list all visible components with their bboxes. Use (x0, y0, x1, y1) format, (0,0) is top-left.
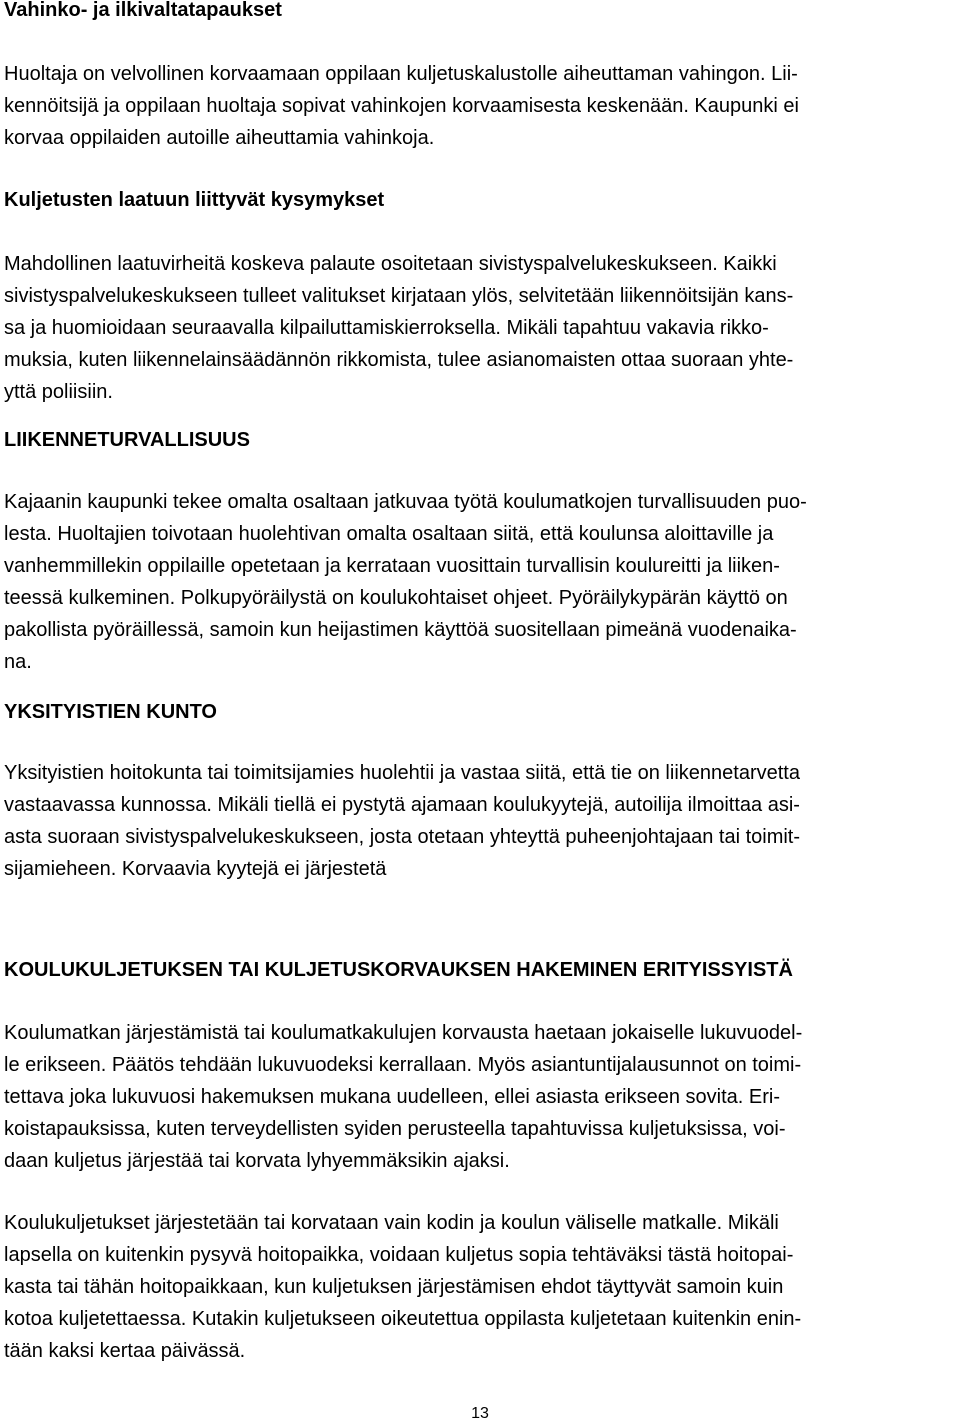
text-line: kasta tai tähän hoitopaikkaan, kun kuljetuksen järjestämisen ehdot täyttyvät samoin kuin (4, 1276, 784, 1298)
text-line: Koulumatkan järjestämistä tai koulumatkakulujen korvausta haetaan jokaiselle lukuvuodel- (4, 1022, 803, 1044)
page-number: 13 (471, 1405, 489, 1422)
text-line: tään kaksi kertaa päivässä. (4, 1340, 246, 1362)
text-line: le erikseen. Päätös tehdään lukuvuodeksi kerrallaan. Myös asiantuntijalausunnot on toimi- (4, 1054, 802, 1076)
section-heading-liikenneturvallisuus: LIIKENNETURVALLISUUS (4, 429, 250, 451)
section-heading-hakeminen: KOULUKULJETUKSEN TAI KULJETUSKORVAUKSEN HAKEMINEN ERITYISSYISTÄ (4, 959, 793, 981)
paragraph-yksityistien-kunto (4, 757, 954, 885)
text-line: sivistyspalvelukeskukseen tulleet valitukset kirjataan ylös, selvitetään liikennöitsijän kans- (4, 285, 794, 307)
text-line: lesta. Huoltajien toivotaan huolehtivan omalta osaltaan siitä, että koulunsa aloittaville ja (4, 523, 774, 545)
text-line: vanhemmillekin oppilaille opetetaan ja kerrataan vuosittain turvallisin koulureitti ja liiken- (4, 555, 780, 577)
paragraph-laatu (4, 248, 954, 408)
text-line: yttä poliisiin. (4, 381, 113, 403)
section-heading-yksityistien-kunto: YKSITYISTIEN KUNTO (4, 701, 217, 723)
section-heading-vahinko: Vahinko- ja ilkivaltatapaukset (4, 0, 282, 21)
text-line: Mahdollinen laatuvirheitä koskeva palaute osoitetaan sivistyspalvelukeskukseen. Kaikki (4, 253, 777, 275)
text-line: Kajaanin kaupunki tekee omalta osaltaan jatkuvaa työtä koulumatkojen turvallisuuden puo- (4, 491, 807, 513)
text-line: kotoa kuljetettaessa. Kutakin kuljetukseen oikeutettua oppilasta kuljetetaan kuitenkin enin- (4, 1308, 802, 1330)
text-line: asta suoraan sivistyspalvelukeskukseen, josta otetaan yhteyttä puheenjohtajaan tai toimit- (4, 826, 801, 848)
text-line: daan kuljetus järjestää tai korvata lyhyemmäksikin ajaksi. (4, 1150, 510, 1172)
text-line: sijamieheen. Korvaavia kyytejä ei järjestetä (4, 858, 387, 880)
section-heading-laatu: Kuljetusten laatuun liittyvät kysymykset (4, 189, 385, 211)
text-line: koistapauksissa, kuten terveydellisten syiden perusteella tapahtuvissa kuljetuksissa, voi- (4, 1118, 786, 1140)
paragraph-vahinko (4, 58, 954, 154)
paragraph-hakeminen-2 (4, 1207, 954, 1367)
text-line: lapsella on kuitenkin pysyvä hoitopaikka, voidaan kuljetus sopia tehtäväksi tästä hoitopai- (4, 1244, 794, 1266)
text-line: tettava joka lukuvuosi hakemuksen mukana uudelleen, ellei asiasta erikseen sovita. Eri- (4, 1086, 780, 1108)
text-line: sa ja huomioidaan seuraavalla kilpailuttamiskierroksella. Mikäli tapahtuu vakavia rikko- (4, 317, 769, 339)
text-line: vastaavassa kunnossa. Mikäli tiellä ei pystytä ajamaan koulukyytejä, autoilija ilmoittaa asi- (4, 794, 800, 816)
text-line: korvaa oppilaiden autoille aiheuttamia vahinkoja. (4, 127, 435, 149)
text-line: Koulukuljetukset järjestetään tai korvataan vain kodin ja koulun väliselle matkalle. Mikäli (4, 1212, 779, 1234)
text-line: na. (4, 651, 32, 673)
paragraph-hakeminen-1 (4, 1017, 954, 1177)
text-line: pakollista pyöräillessä, samoin kun heijastimen käyttöä suositellaan pimeänä vuodenaika- (4, 619, 797, 641)
text-line: Yksityistien hoitokunta tai toimitsijamies huolehtii ja vastaa siitä, että tie on liikennetarvetta (4, 762, 800, 784)
paragraph-liikenneturvallisuus (4, 486, 954, 678)
text-line: kennöitsijä ja oppilaan huoltaja sopivat vahinkojen korvaamisesta keskenään. Kaupunki ei (4, 95, 799, 117)
text-line: muksia, kuten liikennelainsäädännön rikkomista, tulee asianomaisten ottaa suoraan yhte- (4, 349, 794, 371)
text-line: Huoltaja on velvollinen korvaamaan oppilaan kuljetuskalustolle aiheuttaman vahingon. Lii- (4, 63, 798, 85)
text-line: teessä kulkeminen. Polkupyöräilystä on koulukohtaiset ohjeet. Pyöräilykypärän käyttö on (4, 587, 788, 609)
